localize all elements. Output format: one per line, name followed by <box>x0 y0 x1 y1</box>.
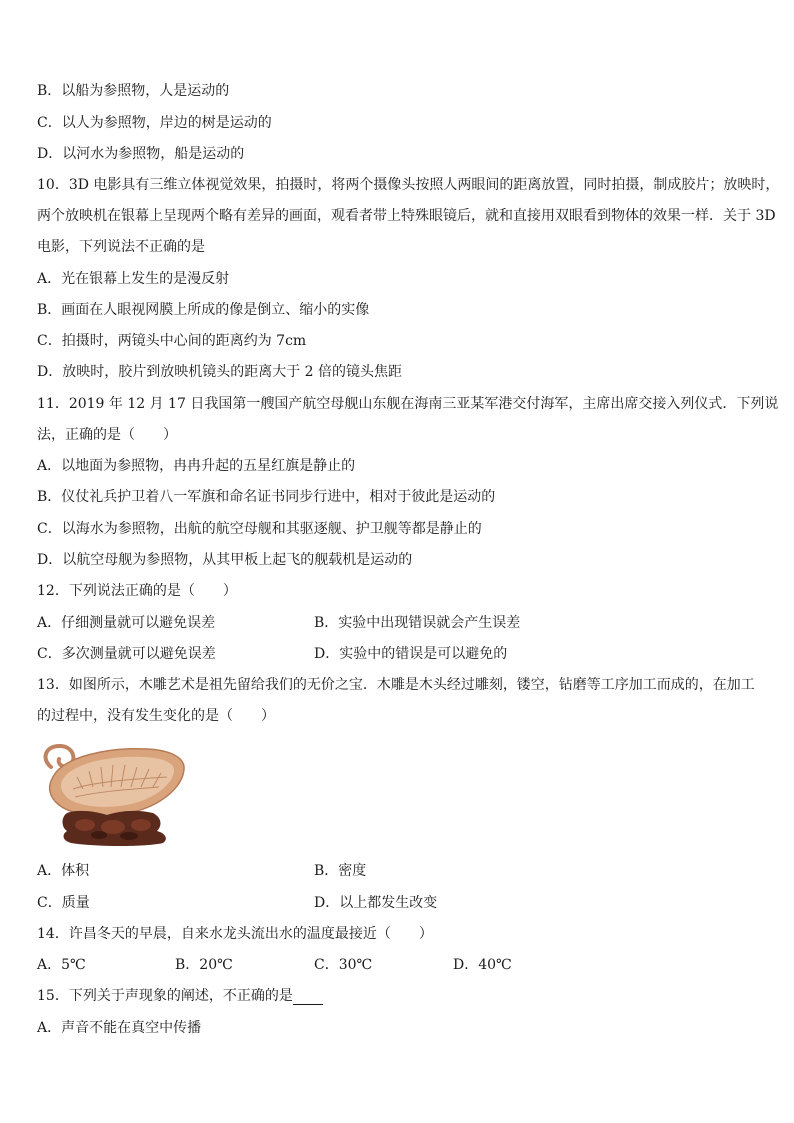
option-d-q10: D．放映时，胶片到放映机镜头的距离大于 2 倍的镜头焦距 <box>37 364 403 380</box>
option-d-q13: D．以上都发生改变 <box>314 895 438 911</box>
option-b-q13: B．密度 <box>314 863 367 879</box>
option-b-q11: B．仪仗礼兵护卫着八一军旗和命名证书同步行进中，相对于彼此是运动的 <box>37 489 496 505</box>
question-15-text: 15．下列关于声现象的阐述，不正确的是 <box>37 988 293 1004</box>
option-a-q12: A．仔细测量就可以避免误差 <box>37 615 216 631</box>
question-10-line-3: 电影，下列说法不正确的是 <box>37 239 205 255</box>
question-15 <box>37 987 323 1005</box>
option-d-q11: D．以航空母舰为参照物，从其甲板上起飞的舰载机是运动的 <box>37 552 413 568</box>
option-b-q9: B．以船为参照物，人是运动的 <box>37 83 230 99</box>
answer-blank <box>293 990 323 1005</box>
option-a-q11: A．以地面为参照物，冉冉升起的五星红旗是静止的 <box>37 458 356 474</box>
option-d-q12: D．实验中的错误是可以避免的 <box>314 646 508 662</box>
option-c-q11: C．以海水为参照物，出航的航空母舰和其驱逐舰、护卫舰等都是静止的 <box>37 521 482 537</box>
question-14: 14．许昌冬天的早晨，自来水龙头流出水的温度最接近（ ） <box>37 926 433 942</box>
option-a-q15: A．声音不能在真空中传播 <box>37 1020 202 1036</box>
option-b-q12: B．实验中出现错误就会产生误差 <box>314 615 521 631</box>
option-a-q14: A．5℃ <box>37 957 86 973</box>
option-a-q10: A．光在银幕上发生的是漫反射 <box>37 271 230 287</box>
option-b-q14: B．20℃ <box>175 957 233 973</box>
wood-carving-image <box>37 737 187 849</box>
option-a-q13: A．体积 <box>37 863 90 879</box>
option-c-q14: C．30℃ <box>314 957 373 973</box>
question-10-line-1: 10．3D 电影具有三维立体视觉效果，拍摄时，将两个摄像头按照人两眼间的距离放置，同时拍摄，制成胶片；放映时， <box>37 177 780 193</box>
option-d-q14: D．40℃ <box>453 957 512 973</box>
option-c-q13: C．质量 <box>37 895 90 911</box>
question-11-line-1: 11．2019 年 12 月 17 日我国第一艘国产航空母舰山东舰在海南三亚某军港交付海军，主席出席交接入列仪式．下列说 <box>37 396 779 412</box>
option-c-q9: C．以人为参照物，岸边的树是运动的 <box>37 115 272 131</box>
question-11-line-2: 法，正确的是（ ） <box>37 427 177 443</box>
question-10-line-2: 两个放映机在银幕上呈现两个略有差异的画面，观看者带上特殊眼镜后，就和直接用双眼看到物体的效果一样．关于 3D <box>37 208 776 224</box>
option-c-q10: C．拍摄时，两镜头中心间的距离约为 7cm <box>37 333 307 349</box>
question-13-line-2: 的过程中，没有发生变化的是（ ） <box>37 708 275 724</box>
option-d-q9: D．以河水为参照物，船是运动的 <box>37 146 245 162</box>
question-12: 12．下列说法正确的是（ ） <box>37 583 237 599</box>
option-c-q12: C．多次测量就可以避免误差 <box>37 646 216 662</box>
question-13-line-1: 13．如图所示，木雕艺术是祖先留给我们的无价之宝．木雕是木头经过雕刻，镂空，钻磨等工序加工而成的，在加工 <box>37 677 755 693</box>
option-b-q10: B．画面在人眼视网膜上所成的像是倒立、缩小的实像 <box>37 302 370 318</box>
